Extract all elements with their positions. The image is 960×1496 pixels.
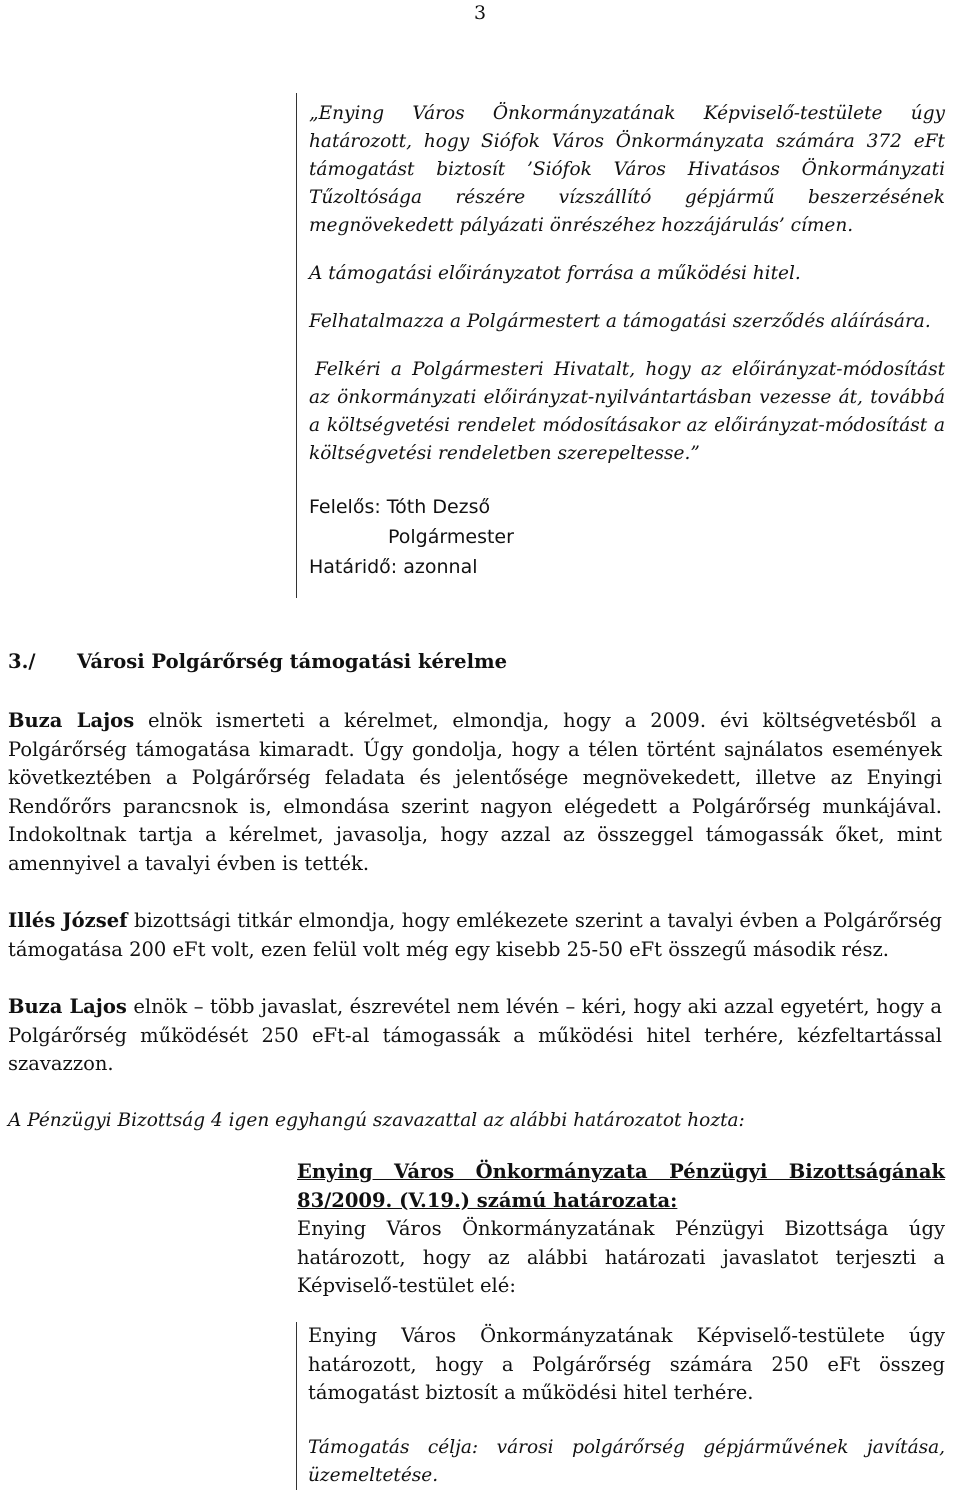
section-title: Városi Polgárőrség támogatási kérelme — [77, 650, 508, 673]
vote-result-line: A Pénzügyi Bizottság 4 igen egyhangú szavazattal az alábbi határozatot hozta: — [8, 1109, 745, 1131]
paragraph-chairman-vote — [8, 993, 942, 1079]
body-text — [8, 707, 942, 1135]
speaker-name: Illés József — [8, 909, 128, 932]
speaker-name: Buza Lajos — [8, 995, 127, 1018]
paragraph-text: elnök ismerteti a kérelmet, elmondja, hogy a 2009. évi költségvetésből a Polgárőrség támogatása kimaradt. Úgy gondolja, hogy a télen történt sajnálatos események következtében a Polgárőrség feladata és jelentősége megnövekedett, illetve az Enyingi Rendőrőrs parancsnok is, elmondása szerint nagyon elégedett a Polgárőrség munkájával. Indokoltnak tartja a kérelmet, javasolja, hogy azzal az összeggel támogassák őket, mint amennyivel a tavalyi évben is tették. — [8, 709, 942, 875]
proposed-resolution-text: Enying Város Önkormányzatának Képviselő-testülete úgy határozott, hogy a Polgárőrség számára 250 eFt összeg támogatást biztosít a működési hitel terhére. — [308, 1324, 945, 1404]
resolution-title-line-1: Enying Város Önkormányzata Pénzügyi Bizottságának — [297, 1160, 945, 1183]
authorization-paragraph: Felhatalmazza a Polgármestert a támogatási szerződés aláírására. — [309, 311, 931, 332]
resolution-block — [297, 1158, 945, 1301]
support-purpose: Támogatás célja: városi polgárőrség gépjárművének javítása, üzemeltetése. — [308, 1436, 945, 1486]
paragraph-secretary — [8, 907, 942, 964]
deadline-line: Határidő: azonnal — [309, 556, 478, 578]
responsible-line: Felelős: Tóth Dezső — [309, 496, 491, 518]
resolution-text: Enying Város Önkormányzatának Pénzügyi Bizottsága úgy határozott, hogy az alábbi határozati javaslatot terjeszti a Képviselő-testület elé: — [297, 1217, 945, 1297]
request-paragraph: Felkéri a Polgármesteri Hivatalt, hogy az előirányzat-módosítást az önkormányzati előirányzat-nyilvántartásban vezesse át, továbbá a költségvetési rendelet módosításakor az előirányzat-módosítást a költségvetési rendeletben szerepeltesse.” — [309, 359, 945, 464]
responsible-title: Polgármester — [388, 526, 514, 548]
page-number: 3 — [473, 2, 487, 24]
paragraph-text: bizottsági titkár elmondja, hogy emlékezete szerint a tavalyi évben a Polgárőrség támogatása 200 eFt volt, ezen felül volt még egy kisebb 25-50 eFt összegű második rész. — [8, 909, 942, 961]
section-heading — [8, 650, 942, 673]
paragraph-text: elnök – több javaslat, észrevétel nem lévén – kéri, hogy aki azzal egyetért, hogy a Polgárőrség működését 250 eFt-al támogassák a működési hitel terhére, kézfeltartással szavazzon. — [8, 995, 943, 1075]
funding-source-paragraph: A támogatási előirányzatot forrása a működési hitel. — [309, 263, 801, 284]
quoted-resolution-block — [296, 93, 945, 598]
paragraph-chairman-intro — [8, 707, 942, 878]
resolution-title-line-2: 83/2009. (V.19.) számú határozata: — [297, 1188, 678, 1212]
resolution-paragraph-1: „Enying Város Önkormányzatának Képviselő-testülete úgy határozott, hogy Siófok Város Önkormányzata számára 372 eFt támogatást biztosít ’Siófok Város Hivatásos Önkormányzati Tűzoltósága részére vízszállító gépjármű beszerzésének megnövekedett pályázati önrészéhez hozzájárulás’ címen. — [309, 103, 945, 236]
section-number: 3./ — [8, 650, 36, 673]
proposed-resolution-block — [296, 1322, 945, 1490]
speaker-name: Buza Lajos — [8, 709, 135, 732]
